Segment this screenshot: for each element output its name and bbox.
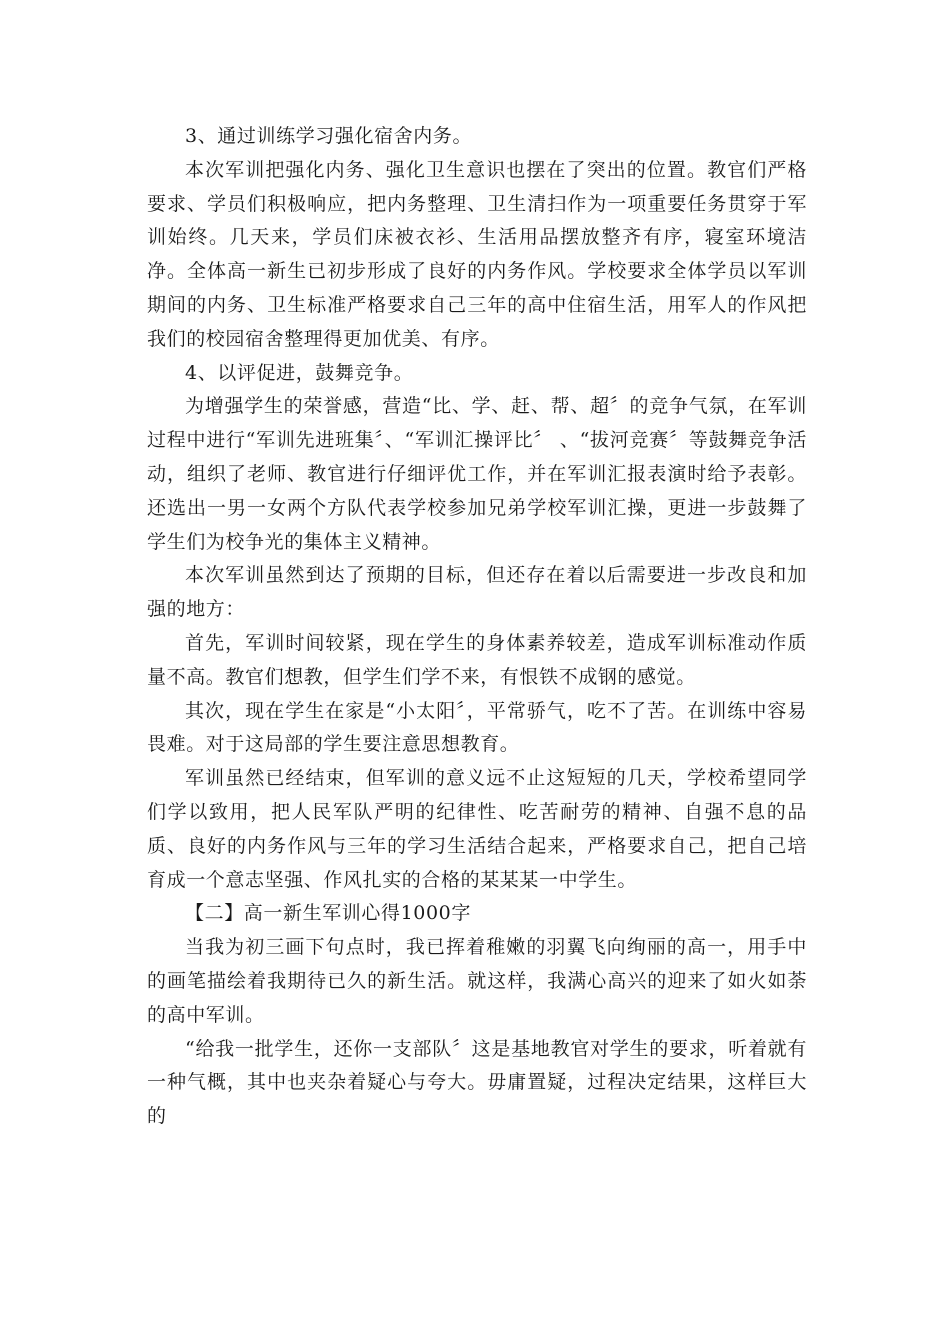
section-heading-3: 3、通过训练学习强化宿舍内务。 xyxy=(185,125,473,147)
document-body xyxy=(147,120,807,1134)
body-paragraph: 当我为初三画下句点时，我已挥着稚嫩的羽翼飞向绚丽的高一，用手中的画笔描绘着我期待已久的新生活。就这样，我满心高兴的迎来了如火如荼的高中军训。 xyxy=(147,936,807,1026)
body-paragraph: 本次军训虽然到达了预期的目标，但还存在着以后需要进一步改良和加强的地方： xyxy=(147,564,807,621)
article-heading: 【二】高一新生军训心得1000字 xyxy=(185,902,471,925)
body-paragraph: 本次军训把强化内务、强化卫生意识也摆在了突出的位置。教官们严格要求、学员们积极响应，把内务整理、卫生清扫作为一项重要任务贯穿于军训始终。几天来，学员们床被衣衫、生活用品摆放整齐有序，寝室环境洁净。全体高一新生已初步形成了良好的内务作风。学校要求全体学员以军训期间的内务、卫生标准严格要求自己三年的高中住宿生活，用军人的作风把我们的校园宿舍整理得更加优美、有序。 xyxy=(147,158,807,350)
body-paragraph: 其次，现在学生在家是“小太阳〞，平常骄气，吃不了苦。在训练中容易畏难。对于这局部的学生要注意思想教育。 xyxy=(147,699,807,756)
body-paragraph: 军训虽然已经结束，但军训的意义远不止这短短的几天，学校希望同学们学以致用，把人民军队严明的纪律性、吃苦耐劳的精神、自强不息的品质、良好的内务作风与三年的学习生活结合起来，严格要求自己，把自己培育成一个意志坚强、作风扎实的合格的某某某一中学生。 xyxy=(147,767,807,891)
section-heading-4: 4、以评促进，鼓舞竞争。 xyxy=(185,361,414,384)
body-paragraph: 首先，军训时间较紧，现在学生的身体素养较差，造成军训标准动作质量不高。教官们想教，但学生们学不来，有恨铁不成钢的感觉。 xyxy=(147,631,807,688)
body-paragraph: “给我一批学生，还你一支部队〞这是基地教官对学生的要求，听着就有一种气概，其中也夹杂着疑心与夸大。毋庸置疑，过程决定结果，这样巨大的 xyxy=(147,1037,807,1128)
body-paragraph: 为增强学生的荣誉感，营造“比、学、赶、帮、超〞的竞争气氛，在军训过程中进行“军训先进班集〞、“军训汇操评比〞 、“拔河竞赛〞等鼓舞竞争活动，组织了老师、教官进行仔细评优工作，并在军训汇报表演时给予表彰。还选出一男一女两个方队代表学校参加兄弟学校军训汇操，更进一步鼓舞了学生们为校争光的集体主义精神。 xyxy=(147,395,807,553)
